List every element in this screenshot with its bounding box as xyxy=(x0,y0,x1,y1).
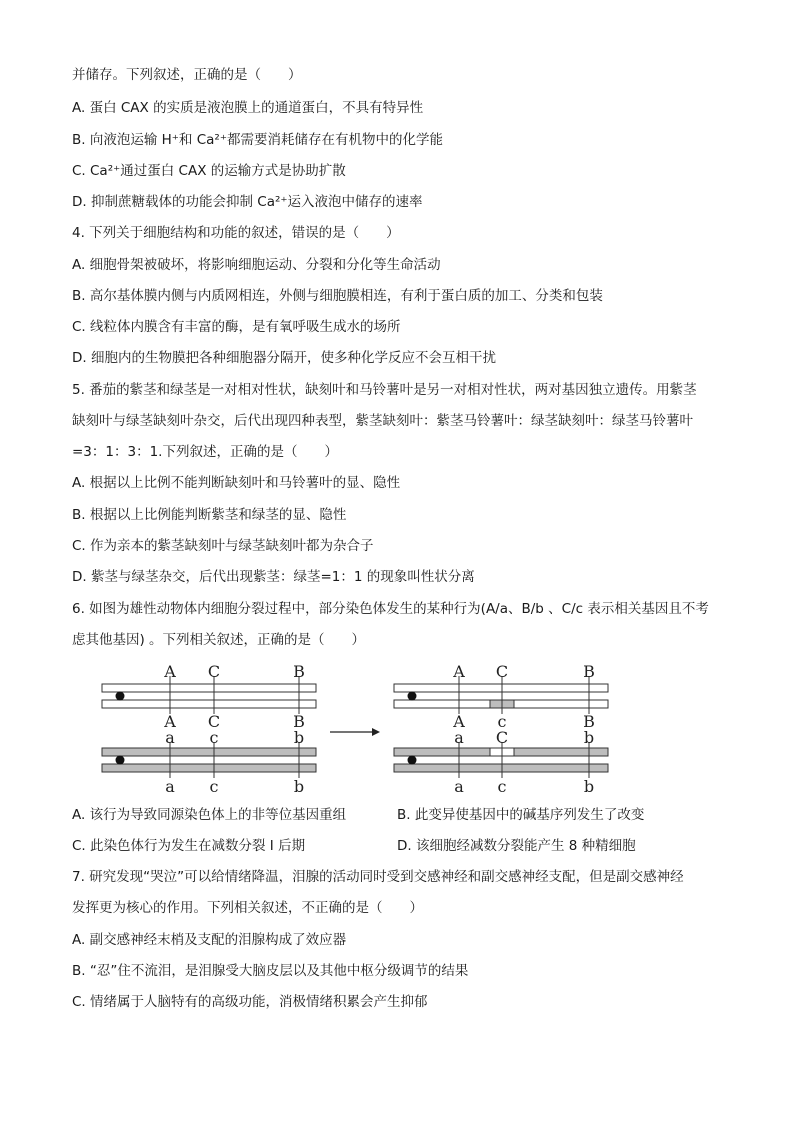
right-bottom-label-c: c xyxy=(497,777,507,796)
q4-stem: 4. 下列关于细胞结构和功能的叙述，错误的是（ ） xyxy=(72,225,400,241)
q5-option-a: A. 根据以上比例不能判断缺刻叶和马铃薯叶的显、隐性 xyxy=(72,475,401,491)
q7-option-c: C. 情绪属于人脑特有的高级功能，消极情绪积累会产生抑郁 xyxy=(72,994,428,1010)
left-chromatid-2 xyxy=(102,700,316,708)
right-centromere-bottom xyxy=(408,756,417,765)
left-bottom-label-c: c xyxy=(209,777,219,796)
right-midtop-label-c: c xyxy=(497,712,507,731)
q5-option-b: B. 根据以上比例能判断紫茎和绿茎的显、隐性 xyxy=(72,507,347,523)
q3-option-d: D. 抑制蔗糖载体的功能会抑制 Ca²⁺运入液泡中储存的速率 xyxy=(72,194,423,210)
q4-option-c: C. 线粒体内膜含有丰富的酶，是有氧呼吸生成水的场所 xyxy=(72,319,401,335)
q6-option-b: B. 此变异使基因中的碱基序列发生了改变 xyxy=(397,807,645,823)
arrow-icon xyxy=(330,728,380,736)
q6-stem-line-2: 虑其他基因) 。下列相关叙述，正确的是（ ） xyxy=(72,632,366,648)
q6-option-a: A. 该行为导致同源染色体上的非等位基因重组 xyxy=(72,807,347,823)
left-centromere-bottom xyxy=(116,756,125,765)
q5-stem-line-3: =3：1：3：1.下列叙述，正确的是（ ） xyxy=(72,444,338,460)
right-midbottom-label-c: C xyxy=(495,728,509,747)
left-midtop-label-b: B xyxy=(293,712,305,731)
left-bottom-label-a: a xyxy=(165,777,175,796)
q5-option-d: D. 紫茎与绿茎杂交，后代出现紫茎：绿茎=1：1 的现象叫性状分离 xyxy=(72,569,475,585)
q3-option-b: B. 向液泡运输 H⁺和 Ca²⁺都需要消耗储存在有机物中的化学能 xyxy=(72,132,443,148)
q4-option-d: D. 细胞内的生物膜把各种细胞器分隔开，使多种化学反应不会互相干扰 xyxy=(72,350,496,366)
q5-stem-line-2: 缺刻叶与绿茎缺刻叶杂交，后代出现四种表型，紫茎缺刻叶：紫茎马铃薯叶：绿茎缺刻叶：绿茎马铃薯叶 xyxy=(72,413,693,429)
left-midbottom-label-b: b xyxy=(293,728,305,747)
q7-option-b: B. “忍”住不流泪，是泪腺受大脑皮层以及其他中枢分级调节的结果 xyxy=(72,963,469,979)
q6-stem-line-1: 6. 如图为雄性动物体内细胞分裂过程中，部分染色体发生的某种行为(A/a、B/b 、C/c 表示相关基因且不考 xyxy=(72,601,709,617)
right-centromere-top xyxy=(408,692,417,701)
q7-stem-line-1: 7. 研究发现“哭泣”可以给情绪降温，泪腺的活动同时受到交感神经和副交感神经支配，但是副交感神经 xyxy=(72,869,684,885)
right-bottom-label-b: b xyxy=(583,777,595,796)
q3-stem-tail: 并储存。下列叙述，正确的是（ ） xyxy=(72,67,302,83)
q4-option-b: B. 高尔基体膜内侧与内质网相连，外侧与细胞膜相连，有利于蛋白质的加工、分类和包装 xyxy=(72,288,603,304)
chromosome-crossover-diagram xyxy=(90,656,690,796)
left-chromatid-4 xyxy=(102,764,316,772)
right-top-label-a: A xyxy=(453,662,465,681)
right-chromatid-4 xyxy=(394,764,608,772)
q5-option-c: C. 作为亲本的紫茎缺刻叶与绿茎缺刻叶都为杂合子 xyxy=(72,538,374,554)
left-bottom-label-b: b xyxy=(293,777,305,796)
q6-option-c: C. 此染色体行为发生在减数分裂 I 后期 xyxy=(72,838,306,854)
right-top-label-c: C xyxy=(495,662,509,681)
left-midbottom-label-a: a xyxy=(165,728,175,747)
q6-option-d: D. 该细胞经减数分裂能产生 8 种精细胞 xyxy=(397,838,636,854)
right-chromosome-pair xyxy=(394,662,608,796)
left-centromere-top xyxy=(116,692,125,701)
left-top-label-b: B xyxy=(293,662,305,681)
right-top-label-b: B xyxy=(583,662,595,681)
left-chromatid-1 xyxy=(102,684,316,692)
left-chromosome-pair xyxy=(102,662,316,796)
left-top-label-c: C xyxy=(207,662,221,681)
q5-stem-line-1: 5. 番茄的紫茎和绿茎是一对相对性状，缺刻叶和马铃薯叶是另一对相对性状，两对基因独立遗传。用紫茎 xyxy=(72,382,697,398)
right-bottom-label-a: a xyxy=(454,777,464,796)
right-midbottom-label-b: b xyxy=(583,728,595,747)
right-midtop-label-a: A xyxy=(453,712,465,731)
q4-option-a: A. 细胞骨架被破坏，将影响细胞运动、分裂和分化等生命活动 xyxy=(72,257,441,273)
right-midtop-label-b: B xyxy=(583,712,595,731)
right-chromatid-1 xyxy=(394,684,608,692)
left-midtop-label-a: A xyxy=(164,712,176,731)
left-midtop-label-c: C xyxy=(207,712,221,731)
left-chromatid-3 xyxy=(102,748,316,756)
q7-stem-line-2: 发挥更为核心的作用。下列相关叙述，不正确的是（ ） xyxy=(72,900,423,916)
q7-option-a: A. 副交感神经末梢及支配的泪腺构成了效应器 xyxy=(72,932,347,948)
right-midbottom-label-a: a xyxy=(454,728,464,747)
left-midbottom-label-c: c xyxy=(209,728,219,747)
q3-option-c: C. Ca²⁺通过蛋白 CAX 的运输方式是协助扩散 xyxy=(72,163,346,179)
left-top-label-a: A xyxy=(164,662,176,681)
q3-option-a: A. 蛋白 CAX 的实质是液泡膜上的通道蛋白，不具有特异性 xyxy=(72,100,424,116)
